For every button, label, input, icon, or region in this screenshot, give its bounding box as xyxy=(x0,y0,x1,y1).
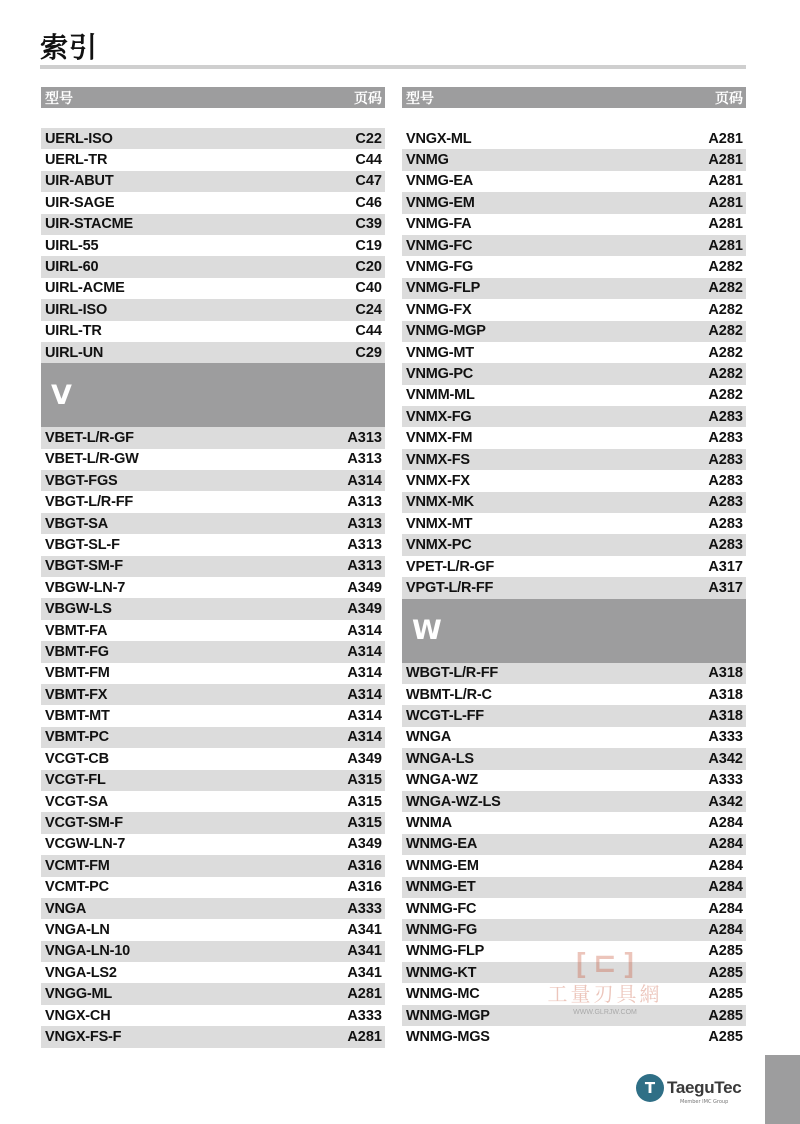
model-name: VCMT-FM xyxy=(45,857,110,874)
page-ref: A284 xyxy=(708,815,743,832)
index-row xyxy=(402,727,746,748)
model-name: VNGA-LS2 xyxy=(45,964,117,981)
page-ref: A282 xyxy=(708,323,743,340)
index-row xyxy=(402,449,746,470)
model-name: VBET-L/R-GW xyxy=(45,451,139,468)
model-name: VBGT-SL-F xyxy=(45,536,120,553)
page-ref: A333 xyxy=(708,772,743,789)
index-row xyxy=(402,278,746,299)
index-row xyxy=(402,577,746,598)
model-name: VBGT-SM-F xyxy=(45,558,123,575)
page-title: 索引 xyxy=(40,31,99,64)
model-name: WNGA xyxy=(406,729,452,746)
index-row xyxy=(41,171,385,192)
page-ref: A313 xyxy=(347,429,382,446)
page-ref: A333 xyxy=(347,900,382,917)
model-name: VBMT-FG xyxy=(45,643,109,660)
page-ref: A317 xyxy=(708,558,743,575)
model-name: VNGA xyxy=(45,900,87,917)
model-name: VBMT-FA xyxy=(45,622,108,639)
page-ref: A281 xyxy=(708,194,743,211)
index-row xyxy=(402,299,746,320)
header-spacer xyxy=(402,108,746,128)
index-row xyxy=(41,791,385,812)
index-row xyxy=(402,492,746,513)
model-name: WBMT-L/R-C xyxy=(406,686,492,703)
page-ref: A313 xyxy=(347,451,382,468)
index-row xyxy=(41,449,385,470)
taegutec-logo-icon: T xyxy=(636,1074,664,1102)
index-row xyxy=(41,470,385,491)
page-ref: C22 xyxy=(355,130,382,147)
model-name: VNGX-FS-F xyxy=(45,1028,122,1045)
index-row xyxy=(402,342,746,363)
page-ref: A314 xyxy=(347,472,382,489)
index-row xyxy=(41,748,385,769)
model-name: VCMT-PC xyxy=(45,879,109,896)
page-ref: A313 xyxy=(347,494,382,511)
model-name: VNMG-FA xyxy=(406,216,472,233)
page-ref: A314 xyxy=(347,708,382,725)
page-ref: A283 xyxy=(708,408,743,425)
page-ref: A313 xyxy=(347,515,382,532)
index-row xyxy=(402,534,746,555)
index-row xyxy=(402,321,746,342)
index-row xyxy=(402,791,746,812)
index-column-left xyxy=(41,87,385,1048)
index-row xyxy=(41,812,385,833)
model-name: WNMG-ET xyxy=(406,879,476,896)
page-ref: A342 xyxy=(708,750,743,767)
model-name: VBMT-MT xyxy=(45,708,110,725)
page-ref: A349 xyxy=(347,836,382,853)
index-row xyxy=(41,149,385,170)
model-name: UIRL-UN xyxy=(45,344,104,361)
page-ref: A281 xyxy=(708,152,743,169)
index-rows xyxy=(41,427,385,1047)
model-name: VNMX-FS xyxy=(406,451,470,468)
page-ref: A281 xyxy=(347,1028,382,1045)
model-name: VNMX-FM xyxy=(406,430,473,447)
index-row xyxy=(402,214,746,235)
model-name: WNMG-MGS xyxy=(406,1028,490,1045)
page-ref: A313 xyxy=(347,536,382,553)
model-name: UIRL-60 xyxy=(45,259,99,276)
page-ref: A283 xyxy=(708,451,743,468)
model-name: WNMA xyxy=(406,815,452,832)
column-header xyxy=(41,87,385,108)
page-ref: C39 xyxy=(355,216,382,233)
index-row xyxy=(402,877,746,898)
page-ref: A315 xyxy=(347,815,382,832)
page-ref: A283 xyxy=(708,515,743,532)
index-row xyxy=(41,513,385,534)
index-row xyxy=(41,128,385,149)
model-name: VCGT-CB xyxy=(45,750,109,767)
page-ref: C24 xyxy=(355,301,382,318)
page-ref: A349 xyxy=(347,579,382,596)
index-row xyxy=(402,235,746,256)
page-ref: A341 xyxy=(347,964,382,981)
model-name: VBMT-PC xyxy=(45,729,109,746)
page-ref: A318 xyxy=(708,686,743,703)
model-name: WNGA-WZ xyxy=(406,772,478,789)
page-ref: A282 xyxy=(708,280,743,297)
page-ref: A285 xyxy=(708,943,743,960)
page-ref: C29 xyxy=(355,344,382,361)
model-name: VNMM-ML xyxy=(406,387,475,404)
model-name: WNMG-FG xyxy=(406,921,478,938)
index-row xyxy=(41,919,385,940)
model-name: UIRL-ISO xyxy=(45,301,108,318)
index-row xyxy=(41,299,385,320)
page-ref: A283 xyxy=(708,430,743,447)
index-row xyxy=(402,385,746,406)
page-ref: A282 xyxy=(708,259,743,276)
index-row xyxy=(402,812,746,833)
model-name: UIR-SAGE xyxy=(45,194,115,211)
index-row xyxy=(402,684,746,705)
page-ref: A315 xyxy=(347,772,382,789)
index-row xyxy=(41,983,385,1004)
index-row xyxy=(41,663,385,684)
index-row xyxy=(41,556,385,577)
model-name: WNMG-EA xyxy=(406,836,478,853)
index-row xyxy=(41,321,385,342)
column-header-page: 页码 xyxy=(354,90,382,107)
model-name: VBMT-FX xyxy=(45,686,108,703)
index-row xyxy=(402,171,746,192)
model-name: VNMG-FG xyxy=(406,259,474,276)
page-ref: A314 xyxy=(347,665,382,682)
model-name: WBGT-L/R-FF xyxy=(406,665,499,682)
index-row xyxy=(41,834,385,855)
index-row xyxy=(402,363,746,384)
watermark xyxy=(535,948,675,1016)
model-name: VNMX-FX xyxy=(406,472,470,489)
model-name: VCGT-SA xyxy=(45,793,109,810)
model-name: VNMG-FX xyxy=(406,301,472,318)
index-row xyxy=(402,513,746,534)
watermark-url: WWW.GLRJW.COM xyxy=(573,1009,637,1016)
page-ref: A342 xyxy=(708,793,743,810)
page-ref: C20 xyxy=(355,259,382,276)
model-name: UIRL-55 xyxy=(45,237,99,254)
model-name: UERL-ISO xyxy=(45,130,113,147)
page-ref: A316 xyxy=(347,879,382,896)
model-name: VPET-L/R-GF xyxy=(406,558,495,575)
page-ref: A285 xyxy=(708,1007,743,1024)
index-row xyxy=(41,898,385,919)
model-name: WNMG-FC xyxy=(406,900,477,917)
page-ref: A314 xyxy=(347,643,382,660)
page-ref: A285 xyxy=(708,1028,743,1045)
page-ref: A284 xyxy=(708,857,743,874)
page-ref: C40 xyxy=(355,280,382,297)
model-name: VNMX-FG xyxy=(406,408,472,425)
model-name: UERL-TR xyxy=(45,152,108,169)
page-ref: A282 xyxy=(708,387,743,404)
watermark-text: 工量刃具網 xyxy=(547,982,663,1006)
index-row xyxy=(41,577,385,598)
page-edge-tab xyxy=(765,1055,800,1124)
index-row xyxy=(41,727,385,748)
index-row xyxy=(41,962,385,983)
index-row xyxy=(41,620,385,641)
page-ref: A285 xyxy=(708,986,743,1003)
index-rows xyxy=(402,128,746,599)
model-name: VNGX-ML xyxy=(406,130,472,147)
column-header-model: 型号 xyxy=(45,90,73,107)
page-ref: A284 xyxy=(708,900,743,917)
model-name: VNMX-MT xyxy=(406,515,473,532)
page-ref: C47 xyxy=(355,173,382,190)
index-row xyxy=(41,877,385,898)
model-name: WCGT-L-FF xyxy=(406,708,484,725)
page-ref: A341 xyxy=(347,921,382,938)
index-row xyxy=(402,834,746,855)
index-rows xyxy=(41,128,385,363)
watermark-mark-icon: [ ⊏ ] xyxy=(576,947,634,978)
page-ref: A333 xyxy=(347,1007,382,1024)
index-column-right xyxy=(402,87,746,1048)
index-row xyxy=(41,427,385,448)
index-row xyxy=(41,214,385,235)
page-ref: A314 xyxy=(347,729,382,746)
index-row xyxy=(402,919,746,940)
model-name: WNMG-EM xyxy=(406,857,479,874)
page-ref: A318 xyxy=(708,665,743,682)
index-row xyxy=(402,898,746,919)
page-ref: A283 xyxy=(708,537,743,554)
model-name: VNMG-MGP xyxy=(406,323,486,340)
model-name: VBGT-L/R-FF xyxy=(45,494,134,511)
model-name: WNMG-KT xyxy=(406,964,477,981)
page-ref: A314 xyxy=(347,686,382,703)
model-name: VBGW-LS xyxy=(45,601,112,618)
page-ref: A318 xyxy=(708,708,743,725)
page-ref: A282 xyxy=(708,344,743,361)
page-ref: A281 xyxy=(708,237,743,254)
page-ref: A282 xyxy=(708,301,743,318)
page-ref: A281 xyxy=(708,173,743,190)
model-name: VBET-L/R-GF xyxy=(45,429,134,446)
page-ref: A281 xyxy=(347,986,382,1003)
page-ref: C46 xyxy=(355,194,382,211)
section-letter-bar: W xyxy=(402,599,746,663)
page-ref: A333 xyxy=(708,729,743,746)
page-ref: A349 xyxy=(347,601,382,618)
index-row xyxy=(402,149,746,170)
page-ref: A314 xyxy=(347,622,382,639)
model-name: WNMG-MGP xyxy=(406,1007,490,1024)
index-row xyxy=(41,491,385,512)
model-name: VNMX-MK xyxy=(406,494,474,511)
model-name: WNGA-LS xyxy=(406,750,474,767)
index-row xyxy=(402,406,746,427)
index-row xyxy=(41,192,385,213)
column-header-model: 型号 xyxy=(406,90,434,107)
index-row xyxy=(402,705,746,726)
model-name: VNMG-FLP xyxy=(406,280,481,297)
page-ref: A317 xyxy=(708,579,743,596)
model-name: VNMG xyxy=(406,152,449,169)
model-name: VNGA-LN xyxy=(45,921,110,938)
page-ref: C19 xyxy=(355,237,382,254)
page-ref: A313 xyxy=(347,558,382,575)
page-ref: A316 xyxy=(347,857,382,874)
model-name: VCGT-SM-F xyxy=(45,815,123,832)
page-ref: A315 xyxy=(347,793,382,810)
model-name: VBMT-FM xyxy=(45,665,110,682)
index-row xyxy=(402,427,746,448)
index-row xyxy=(41,278,385,299)
page-ref: A283 xyxy=(708,472,743,489)
model-name: VNMX-PC xyxy=(406,537,472,554)
index-row xyxy=(41,941,385,962)
model-name: UIRL-TR xyxy=(45,323,102,340)
index-row xyxy=(402,855,746,876)
model-name: WNGA-WZ-LS xyxy=(406,793,501,810)
index-row xyxy=(41,641,385,662)
model-name: VBGW-LN-7 xyxy=(45,579,126,596)
page-ref: A341 xyxy=(347,943,382,960)
index-row xyxy=(402,748,746,769)
model-name: VBGT-FGS xyxy=(45,472,118,489)
model-name: VCGW-LN-7 xyxy=(45,836,126,853)
model-name: VNMG-MT xyxy=(406,344,474,361)
model-name: WNMG-MC xyxy=(406,986,480,1003)
index-row xyxy=(402,556,746,577)
brand-tagline: Member IMC Group xyxy=(680,1099,729,1105)
index-row xyxy=(402,1026,746,1047)
index-row xyxy=(41,342,385,363)
page-ref: C44 xyxy=(355,323,382,340)
index-row xyxy=(41,770,385,791)
index-row xyxy=(41,684,385,705)
title-divider xyxy=(40,65,746,69)
model-name: VNGX-CH xyxy=(45,1007,111,1024)
index-row xyxy=(41,1005,385,1026)
model-name: VNMG-FC xyxy=(406,237,473,254)
brand-logo xyxy=(636,1074,741,1102)
page-ref: A283 xyxy=(708,494,743,511)
index-row xyxy=(41,1026,385,1047)
model-name: VBGT-SA xyxy=(45,515,109,532)
section-letter-bar: V xyxy=(41,363,385,427)
index-row xyxy=(41,256,385,277)
page-ref: A285 xyxy=(708,964,743,981)
index-row xyxy=(41,534,385,555)
model-name: UIRL-ACME xyxy=(45,280,125,297)
page-ref: A282 xyxy=(708,365,743,382)
index-row xyxy=(402,770,746,791)
model-name: VPGT-L/R-FF xyxy=(406,579,494,596)
index-row xyxy=(41,705,385,726)
index-row xyxy=(41,855,385,876)
page-ref: A281 xyxy=(708,216,743,233)
model-name: UIR-STACME xyxy=(45,216,133,233)
index-row xyxy=(402,256,746,277)
model-name: UIR-ABUT xyxy=(45,173,114,190)
page-ref: C44 xyxy=(355,152,382,169)
index-row xyxy=(41,235,385,256)
index-row xyxy=(402,192,746,213)
index-row xyxy=(402,663,746,684)
column-header xyxy=(402,87,746,108)
model-name: VNMG-EM xyxy=(406,194,475,211)
model-name: VNGA-LN-10 xyxy=(45,943,131,960)
page-ref: A349 xyxy=(347,750,382,767)
index-row xyxy=(41,598,385,619)
model-name: VNGG-ML xyxy=(45,986,113,1003)
model-name: VNMG-EA xyxy=(406,173,474,190)
page-ref: A284 xyxy=(708,921,743,938)
model-name: VCGT-FL xyxy=(45,772,106,789)
model-name: VNMG-PC xyxy=(406,365,474,382)
model-name: WNMG-FLP xyxy=(406,943,485,960)
index-row xyxy=(402,470,746,491)
column-header-page: 页码 xyxy=(715,90,743,107)
page-ref: A281 xyxy=(708,130,743,147)
page-ref: A284 xyxy=(708,836,743,853)
page-ref: A284 xyxy=(708,879,743,896)
index-row xyxy=(402,128,746,149)
header-spacer xyxy=(41,108,385,128)
brand-name: TaeguTec xyxy=(667,1078,742,1097)
